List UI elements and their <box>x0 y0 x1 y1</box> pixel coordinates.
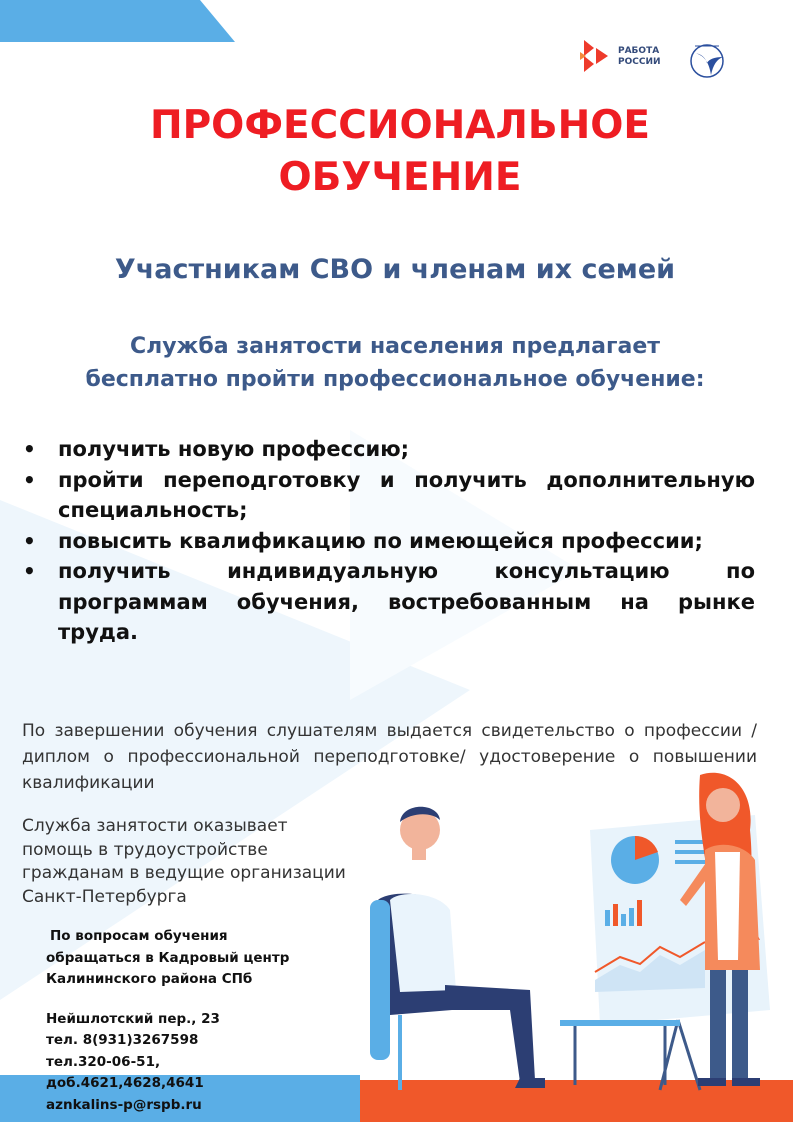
rabota-wordmark-line1: РАБОТА <box>618 46 660 56</box>
completion-paragraph: По завершении обучения слушателям выдается свидетельство о профессии / диплом о профессиональной переподготовке/ удостоверение о повышении квалификации <box>22 721 757 793</box>
contact-address: Нейшлотский пер., 23 <box>46 1010 220 1027</box>
title-line2: ОБУЧЕНИЕ <box>278 155 522 200</box>
contact-phone-extensions: доб.4621,4628,4641 <box>46 1075 204 1091</box>
training-illustration <box>360 760 793 1122</box>
benefit-item <box>20 556 755 648</box>
contact-phone-office: тел.320-06-51, <box>46 1053 161 1070</box>
seated-man-icon <box>370 807 545 1090</box>
title-line1: ПРОФЕССИОНАЛЬНОЕ <box>149 103 651 148</box>
top-left-banner-shape <box>0 0 235 42</box>
audience-subtitle: Участникам СВО и членам их семей <box>114 254 676 285</box>
employment-help-paragraph: Служба занятости оказывает помощь в трудоустройстве гражданам в ведущие организации Санкт-Петербурга <box>22 816 346 907</box>
page-title <box>60 100 740 204</box>
bullet-icon: • <box>23 559 36 583</box>
contact-intro-line3: Калининского района СПб <box>46 971 253 987</box>
intro-line1: Служба занятости населения предлагает <box>129 334 661 359</box>
rabota-rossii-mark-icon <box>578 38 614 74</box>
benefit-text: повысить квалификацию по имеющейся профессии; <box>58 528 703 553</box>
contact-spacer <box>46 991 376 1009</box>
contact-intro-line1: По вопросам обучения <box>50 928 228 944</box>
intro-line2: бесплатно пройти профессиональное обучение: <box>85 367 705 392</box>
contact-intro-line2: обращаться в Кадровый центр <box>46 949 290 966</box>
contact-email: aznkalins-p@rspb.ru <box>46 1096 202 1113</box>
benefit-text: пройти переподготовку и получить дополнительную специальность; <box>58 467 755 522</box>
illustration-floor-icon <box>360 1080 793 1122</box>
bullet-icon: • <box>23 467 36 492</box>
rabota-rossii-logo <box>578 38 678 78</box>
bullet-icon: • <box>23 437 36 461</box>
benefit-item <box>20 434 755 465</box>
side-table-icon <box>560 1020 680 1085</box>
rabota-rossii-wordmark <box>618 46 661 68</box>
benefit-text: получить новую профессию; <box>58 437 410 461</box>
contact-block <box>46 926 376 1116</box>
contact-phone-mobile: тел. 8(931)3267598 <box>46 1032 199 1048</box>
benefit-item <box>20 526 755 557</box>
benefit-item <box>20 465 755 526</box>
benefits-list <box>20 434 755 648</box>
bullet-icon: • <box>23 528 36 553</box>
intro-text <box>20 330 770 396</box>
rabota-wordmark-line2: РОССИИ <box>618 57 661 67</box>
employment-service-bird-icon <box>687 41 727 79</box>
benefit-text: получить индивидуальную консультацию по программам обучения, востребованным на рынке труда. <box>58 559 755 644</box>
